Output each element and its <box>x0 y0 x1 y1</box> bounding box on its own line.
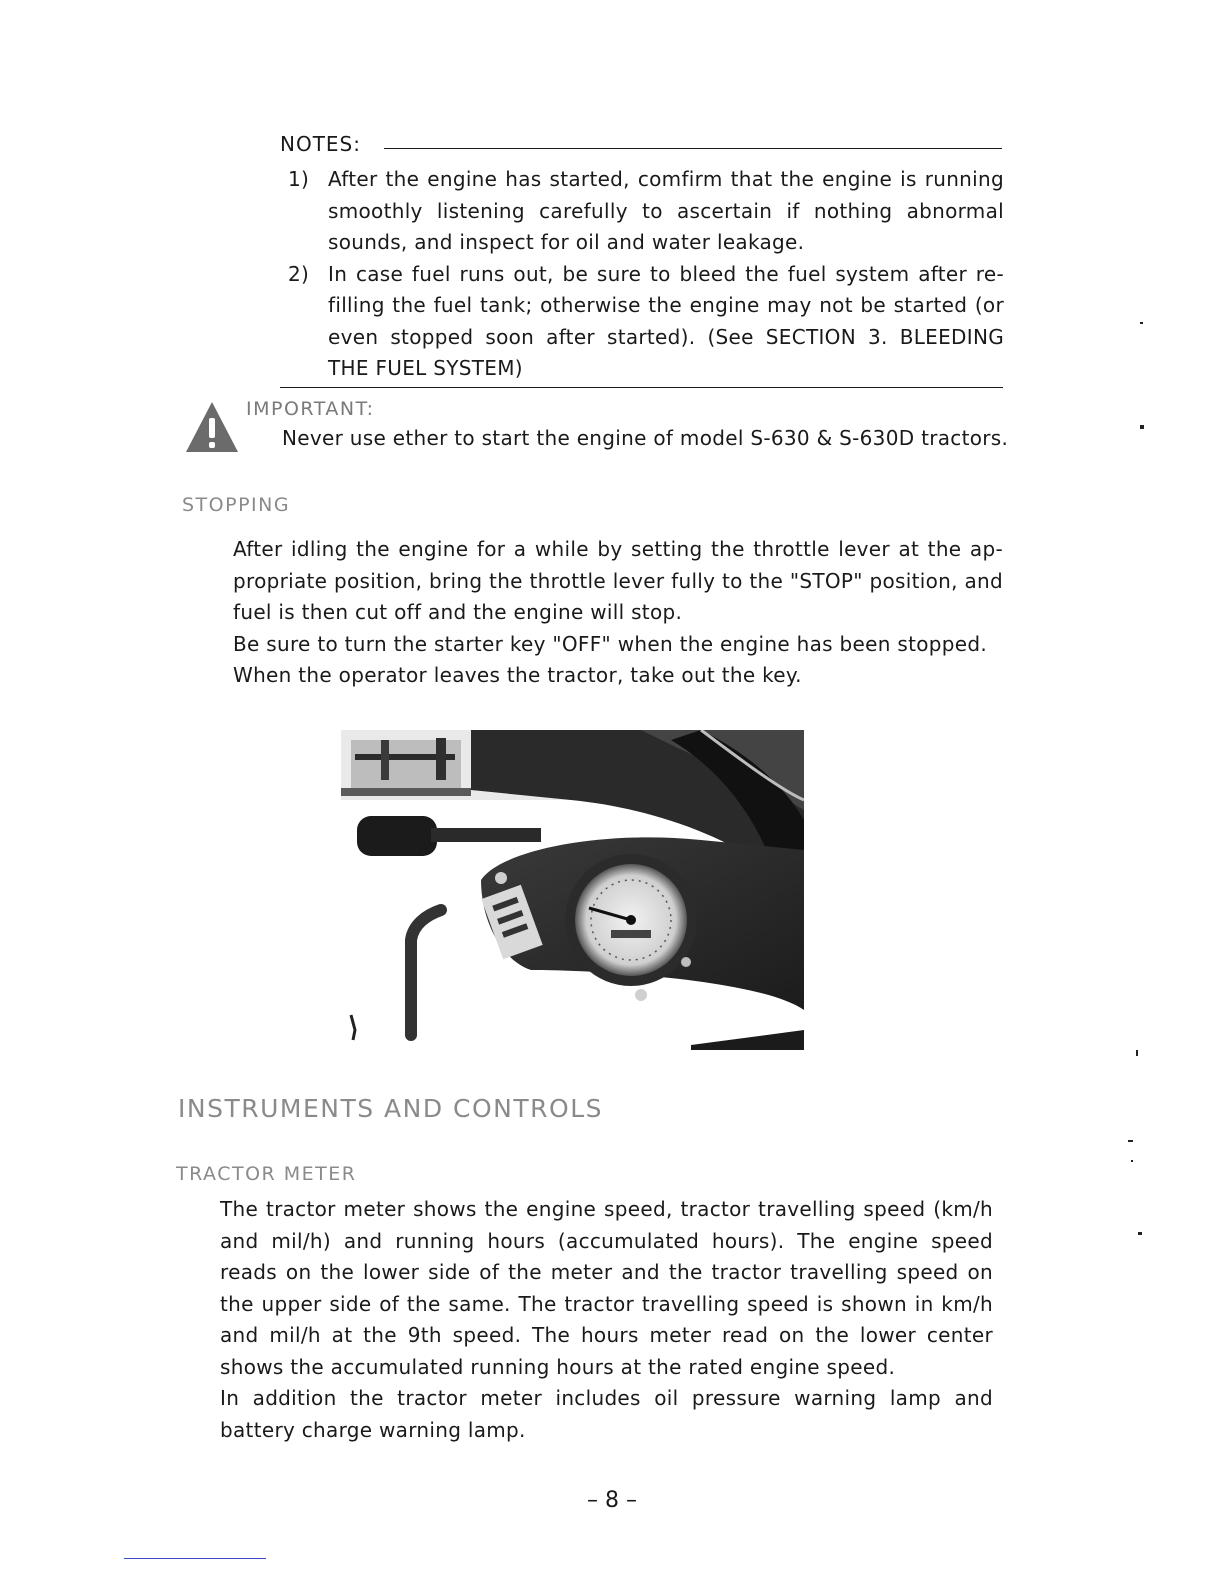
important-text: Never use ether to start the engine of model S-630 & S-630D tractors. <box>282 426 1009 450</box>
scan-speck <box>1128 1140 1133 1142</box>
paragraph: When the operator leaves the tractor, take out the key. <box>233 663 802 687</box>
paragraph: After idling the engine for a while by setting the throttle lever at the ap-propriate position, bring the throttle lever fully to the "STOP" position, and fuel is then cut off and the engine will stop. <box>233 537 1003 624</box>
important-heading: IMPORTANT: <box>246 398 375 420</box>
paragraph: Be sure to turn the starter key "OFF" when the engine has been stopped. <box>233 631 988 656</box>
notes-item-text: In case fuel runs out, be sure to bleed the fuel system after re-filling the fuel tank; otherwise the engine may not be started (or even stopped soon after started). (See SECTION 3. BLEEDING THE FUEL SYSTEM) <box>328 261 1004 380</box>
notes-rule-bottom <box>280 387 1003 388</box>
scan-speck <box>1140 322 1143 324</box>
notes-item-number: 2) <box>288 261 310 286</box>
notes-item-text: After the engine has started, comfirm that the engine is running smoothly listening carefully to ascertain if nothing abnormal sounds, and inspect for oil and water leakage. <box>328 167 1004 254</box>
notes-heading: NOTES: <box>280 132 361 156</box>
stopping-heading: STOPPING <box>182 494 291 516</box>
scan-speck <box>1140 425 1144 429</box>
page-number: – 8 – <box>587 1488 637 1513</box>
paragraph: The tractor meter shows the engine speed, tractor travelling speed (km/h and mil/h) and running hours (accumulated hours). The engine speed reads on the lower side of the meter and the tractor travelling speed on the upper side of the same. The tractor travelling speed is shown in km/h and mil/h at the 9th speed. The hours meter read on the lower center shows the accumulated running hours at the rated engine speed. <box>220 1197 993 1379</box>
scan-speck <box>1131 1160 1133 1162</box>
notes-item <box>288 259 1004 385</box>
scan-speck <box>1138 1232 1142 1235</box>
footer-rule <box>124 1558 266 1559</box>
notes-list <box>288 164 1004 385</box>
tractor-meter-body <box>220 1194 993 1446</box>
paragraph: In addition the tractor meter includes oil pressure warning lamp and battery charge warning lamp. <box>220 1386 993 1442</box>
tractor-meter-heading: TRACTOR METER <box>176 1163 357 1185</box>
notes-item-number: 1) <box>288 167 310 191</box>
warning-triangle-icon <box>184 400 240 454</box>
notes-rule-top <box>384 148 1002 149</box>
scan-speck <box>1136 1050 1138 1056</box>
throttle-lever-photo <box>341 730 804 1050</box>
notes-item <box>288 164 1004 259</box>
stopping-body <box>233 534 1003 692</box>
section-heading: INSTRUMENTS AND CONTROLS <box>178 1094 603 1123</box>
